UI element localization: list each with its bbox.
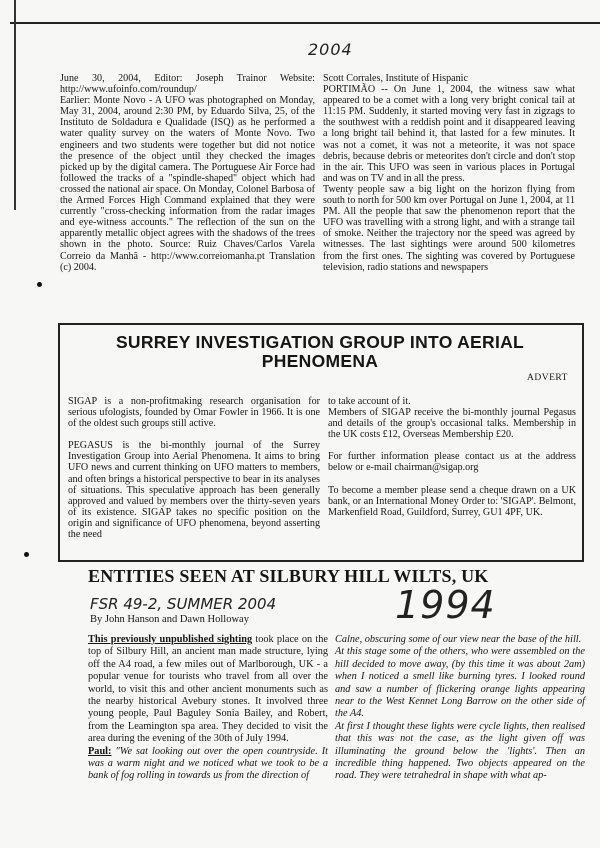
advert-paragraph: For further information please contact us at the address below or e-mail chairman@sigap.org	[328, 451, 576, 474]
advert-paragraph: Members of SIGAP receive the bi-monthly journal Pegasus and details of the group's occasional talks. Membership in the UK costs £12, Overseas Membership £20.	[328, 407, 576, 441]
quote-text: "We sat looking out over the open countryside. It was a warm night and we noticed what we took to be a bank of fog rolling in towards us from the direction of	[88, 745, 328, 782]
news-column-left	[60, 73, 315, 273]
advert-column-right	[328, 396, 576, 518]
news-paragraph: Earlier: Monte Novo - A UFO was photographed on Monday, May 31, 2004, around 2:30 PM, by Eduardo Silva, 25, of the Instituto de Soldadura e Qualidade (ISQ) as he performed a water quality survey on the waters of Monte Novo. Two engineers and two students were together but did not notice the presence of the object until they checked the images picked up by the digital camera. The Portuguese Air Force had followed the tracks of a "spindle-shaped" object which had crossed the national air space. On Monday, Colonel Barbosa of the Armed Forces High Command explained that they were currently "cross-checking information from the radar images and eye-witness accounts." The reflection of the sun on the apparently metallic object agrees with the shadows of the trees shown in the photo. Source: Ruiz Chaves/Carlos Varela Correio da Manhã - http://www.correiomanha.pt Translation (c) 2004.	[60, 95, 315, 273]
handwritten-article-year: 1994	[395, 583, 496, 627]
article-byline: By John Hanson and Dawn Holloway	[90, 614, 249, 625]
sigap-advert-box	[58, 323, 584, 562]
advert-tag: ADVERT	[527, 373, 568, 383]
news-column-right	[323, 73, 575, 273]
advert-title: SURREY INVESTIGATION GROUP INTO AERIAL PHENOMENA	[115, 332, 525, 371]
punch-hole-mark	[37, 282, 42, 287]
article-paragraph: Calne, obscuring some of our view near the base of the hill.	[335, 634, 582, 645]
handwritten-year: 2004	[308, 40, 353, 59]
punch-hole-mark	[24, 552, 29, 557]
quote-speaker: Paul:	[88, 745, 112, 757]
handwritten-source-note: FSR 49-2, SUMMER 2004	[90, 595, 277, 613]
article-paragraph	[88, 634, 328, 746]
news-paragraph: Twenty people saw a big light on the horizon flying from south to north for 500 km over Portugal on June 1, 2004, at 11 PM. All the people that saw the phenomenon report that the UFO was travelling with a strong light, and with a strange tail of smoke. Neither the trajectory nor the speed was agreed by witnesses. The last sightings were around 500 kilometres from the first ones. The sighting was covered by Portuguese television, radio stations and newspapers	[323, 183, 575, 273]
news-paragraph: PORTIMÃO -- On June 1, 2004, the witness saw what appeared to be a comet with a long very bright conical tail at 11:15 PM. Suddenly, it started moving very fast in zigzags to the southwest with a reddish point and it disappeared leaving a long bright tail behind it, that lasted for a few minutes. It was not a comet, it was not a meteorite, it was not space debris, because debris or meteorites don't circle and don't stop in the air. This UFO was seen in various places in Portugal and was on TV and in all the press.	[323, 84, 575, 184]
news-paragraph: June 30, 2004, Editor: Joseph Trainor Website: http://www.ufoinfo.com/roundup/	[60, 73, 315, 96]
advert-paragraph: SIGAP is a non-profitmaking research organisation for serious ufologists, founded by Omar Fowler in 1966. It is one of the oldest such groups still active.	[68, 396, 320, 430]
article-column-left	[88, 634, 328, 783]
advert-paragraph: To become a member please send a cheque drawn on a UK bank, or an International Money Order to: 'SIGAP'. Belmont, Markenfield Road, Guildford, Surrey, GU1 4PF, UK.	[328, 484, 576, 518]
advert-column-left	[68, 396, 320, 540]
news-paragraph: Scott Corrales, Institute of Hispanic	[323, 73, 468, 84]
article-lead-body: took place on the top of Silbury Hill, an ancient man made structure, lying off the A4 road, a few miles out of Marlborough, UK - a popular venue for tourists who travel from all over the world, to visit this and other ancient monuments such as the nearby historical Avebury stones. It involved three young people, Paul Baguley Sonia Bailey, and Robert, from the Leamington spa area. They decided to visit the area during the evening of the 30th of July 1994.	[88, 634, 328, 745]
article-paragraph: At this stage some of the others, who were assembled on the hill decided to move away, (by this time it was about 2am) when I noticed a smell like burning tyres. I looked round and saw a number of flickering orange lights appearing near to the West Kennet Long Barrow on the other side of the A4.	[335, 646, 585, 720]
article-paragraph: At first I thought these lights were cycle lights, then realised that this was not the case, as the light given off was illuminating the ground below the 'lights'. Then an incredible thing happened. Two objects appeared on the road. They were tetrahedral in shape with what ap-	[335, 720, 585, 782]
article-column-right	[335, 634, 585, 783]
page-left-rule	[14, 0, 16, 210]
advert-paragraph: to take account of it.	[328, 396, 411, 407]
advert-paragraph: PEGASUS is the bi-monthly journal of the Surrey Investigation Group into Aerial Phenomena. It aims to bring UFO news and current thinking on UFO matters to members, and often brings a historical perspective to bear in its analyses of situations. This speculative approach has been generally approved and valued by members over the thirty-seven years of its existence. SIGAP takes no specific position on the origin and significance of UFO phenomena, beyond asserting the need	[68, 440, 320, 541]
page-top-rule	[10, 22, 600, 24]
article-lead: This previously unpublished sighting	[88, 634, 253, 645]
article-title: ENTITIES SEEN AT SILBURY HILL WILTS, UK	[88, 566, 489, 586]
article-paragraph	[88, 746, 328, 783]
